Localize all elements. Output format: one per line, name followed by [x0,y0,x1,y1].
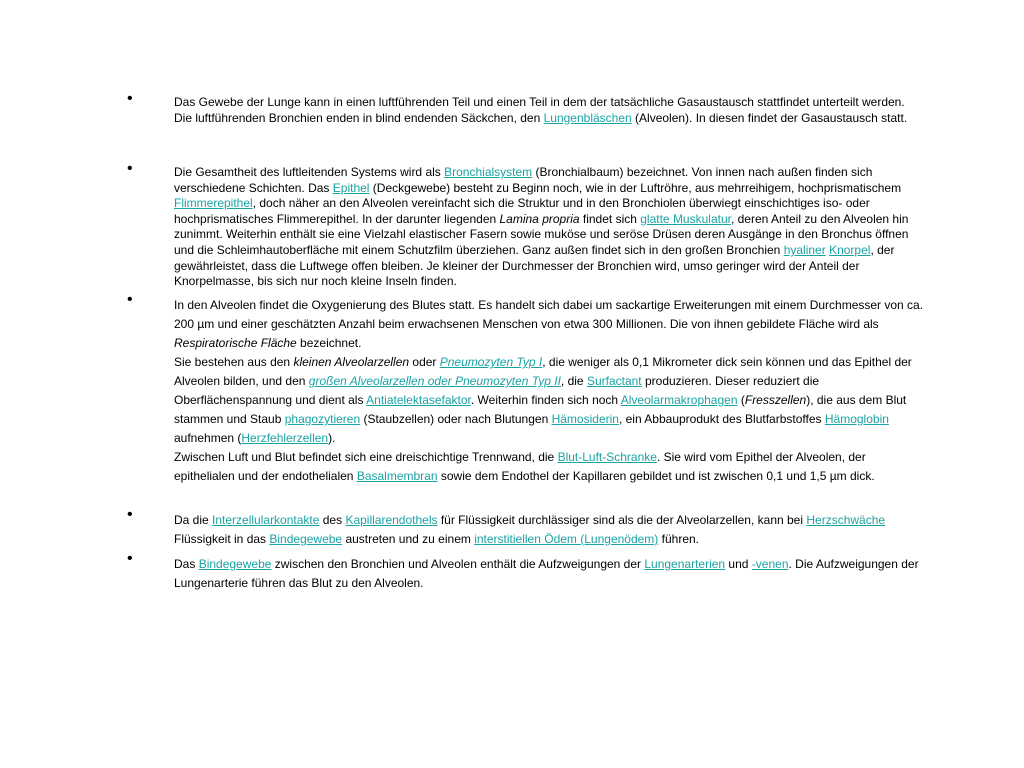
text-span: bezeichnet. [296,336,362,350]
link-haemosiderin[interactable]: Hämosiderin [551,412,619,426]
text-span: , ein Abbauprodukt des Blutfarbstoffes [618,412,825,426]
link-herzschwaeche[interactable]: Herzschwäche [806,513,886,527]
link-alveolarmakrophagen[interactable]: Alveolarmakrophagen [620,393,738,407]
bullet-symbol: • [127,550,133,567]
link-glatte-muskulatur[interactable]: glatte Muskulatur [640,211,731,226]
paragraph-bronchialsystem [174,165,924,290]
italic-fresszellen: Fresszellen [744,393,807,407]
link-knorpel[interactable]: Knorpel [829,242,871,257]
bullet-symbol: • [127,90,133,107]
link-bronchialsystem[interactable]: Bronchialsystem [444,165,533,179]
link-herzfehlerzellen[interactable]: Herzfehlerzellen [241,431,329,445]
text-span: des [319,513,346,527]
text-span: Die Gesamtheit des luftleitenden Systems wird als [174,165,445,179]
paragraph-oxygenierung [174,296,924,353]
italic-lamina-propria: Lamina propria [499,211,580,226]
link-text: Pneumozyten Typ I [439,355,543,369]
link-bindegewebe[interactable]: Bindegewebe [269,532,343,546]
link-venen[interactable]: -venen [751,557,789,571]
link-pneumozyten-typ-1[interactable] [440,355,543,369]
link-interzellularkontakte[interactable]: Interzellularkontakte [212,513,320,527]
paragraph-interzellularkontakte [174,511,924,549]
link-basalmembran[interactable]: Basalmembran [356,469,438,483]
link-haemoglobin[interactable]: Hämoglobin [824,412,889,426]
link-kapillarendothels[interactable]: Kapillarendothels [345,513,438,527]
text-span: Flüssigkeit in das [174,532,270,546]
text-span: zwischen den Bronchien und Alveolen enthält die Aufzweigungen der [271,557,645,571]
text-span: findet sich [579,211,641,226]
link-hyaliner[interactable]: hyaliner [783,242,826,257]
text-span: produzieren. Dieser reduziert die Oberflächenspannung und dient als [174,374,820,407]
link-flimmerepithel[interactable]: Flimmerepithel [174,196,253,211]
text-span: , die [560,374,587,388]
text-span: aufnehmen ( [174,431,242,445]
link-text: großen Alveolarzellen oder Pneumozyten Typ II [308,374,561,388]
text-span: (Staubzellen) oder nach Blutungen [360,412,552,426]
text-span: . Sie wird vom Epithel der Alveolen, der epithelialen und der endothelialen [174,450,866,483]
link-pneumozyten-typ-2[interactable] [309,374,561,388]
italic-respiratorische-flaeche: Respiratorische Fläche [174,336,297,350]
text-span: . Die Aufzweigungen der Lungenarterie führen das Blut zu den Alveolen. [174,557,919,590]
text-span: ), die aus dem Blut stammen und Staub [174,393,907,426]
text-span: ). [328,431,336,445]
bullet-symbol: • [127,160,133,177]
link-lungenoedem[interactable]: interstitiellen Ödem (Lungenödem) [474,532,659,546]
text-span: , deren Anteil zu den Alveolen hin zunimmt. Weiterhin enthält sie eine Vielzahl elastischer Fasern sowie muköse und seröse Drüsen deren Ausgänge in den Bronchus öffnen und die Schleimhautoberfläche mit einem Schutzfilm überziehen. Ganz außen findet sich in den großen Bronchien [174,211,909,257]
text-span: , die weniger als 0,1 Mikrometer dick sein können und das Epithel der Alveolen bilden, und den [174,355,912,388]
text-span: Sie bestehen aus den [174,355,294,369]
text-span: Zwischen Luft und Blut befindet sich eine dreischichtige Trennwand, die [174,450,558,464]
paragraph-blut-luft-schranke [174,448,924,486]
paragraph-alveolen [174,296,924,486]
bullet-symbol: • [127,291,133,308]
link-epithel[interactable]: Epithel [332,180,370,195]
italic-kleine-alveolarzellen: kleinen Alveolarzellen [293,355,410,369]
text-span: austreten und zu einem [342,532,475,546]
text-span: führen. [658,532,700,546]
text-span: und [725,557,752,571]
text-span: In den Alveolen findet die Oxygenierung des Blutes statt. Es handelt sich dabei um sackartige Erweiterungen mit einem Durchmesser von ca. 200 µm und einer geschätzten Anzahl beim erwachsenen Menschen von etwa 300 Millionen. Die von ihnen gebildete Fläche wird als [174,298,924,331]
text-span: Da die [174,513,213,527]
text-span: für Flüssigkeit durchlässiger sind als die der Alveolarzellen, kann bei [437,513,807,527]
paragraph-alveolarzellen [174,353,924,448]
link-surfactant[interactable]: Surfactant [586,374,642,388]
paragraph-lungenarterien [174,555,924,593]
text-span: (Alveolen). In diesen findet der Gasaustausch statt. [631,110,908,125]
text-span: (Bronchialbaum) bezeichnet. Von innen nach außen finden sich verschiedene Schichten. Das [174,165,873,195]
bullet-symbol: • [127,506,133,523]
link-antiatelektasefaktor[interactable]: Antiatelektasefaktor [366,393,471,407]
text-span: . Weiterhin finden sich noch [470,393,621,407]
text-span: oder [409,355,440,369]
paragraph-gewebe [174,95,924,126]
text-span: Das [174,557,199,571]
link-lungenarterien[interactable]: Lungenarterien [644,557,726,571]
text-span: (Deckgewebe) besteht zu Beginn noch, wie in der Luftröhre, aus mehrreihigem, hochprismatischem [369,180,902,195]
text-span: sowie dem Endothel der Kapillaren gebildet und ist zwischen 0,1 und 1,5 µm dick. [437,469,875,483]
link-lungenblaeschen[interactable]: Lungenbläschen [543,110,632,125]
link-bindegewebe[interactable]: Bindegewebe [198,557,272,571]
text-span: ( [737,393,745,407]
text-span: Das Gewebe der Lunge kann in einen luftführenden Teil und einen Teil in dem der tatsächliche Gasaustausch stattfindet unterteilt werden. Die luftführenden Bronchien enden in blind endenden Säckchen, den [174,95,905,125]
text-span: , der gewährleistet, dass die Luftwege offen bleiben. Je kleiner der Durchmesser der Bronchien wird, umso geringer wird der Anteil der Knorpelmasse, bis sich nur noch kleine Inseln finden. [174,242,895,289]
link-phagozytieren[interactable]: phagozytieren [284,412,361,426]
text-span: , doch näher an den Alveolen vereinfacht sich die Struktur und in den Bronchiolen überwiegt einschichtiges iso- oder hochprismatisches Flimmerepithel. In der darunter liegenden [174,196,870,226]
link-blut-luft-schranke[interactable]: Blut-Luft-Schranke [557,450,657,464]
